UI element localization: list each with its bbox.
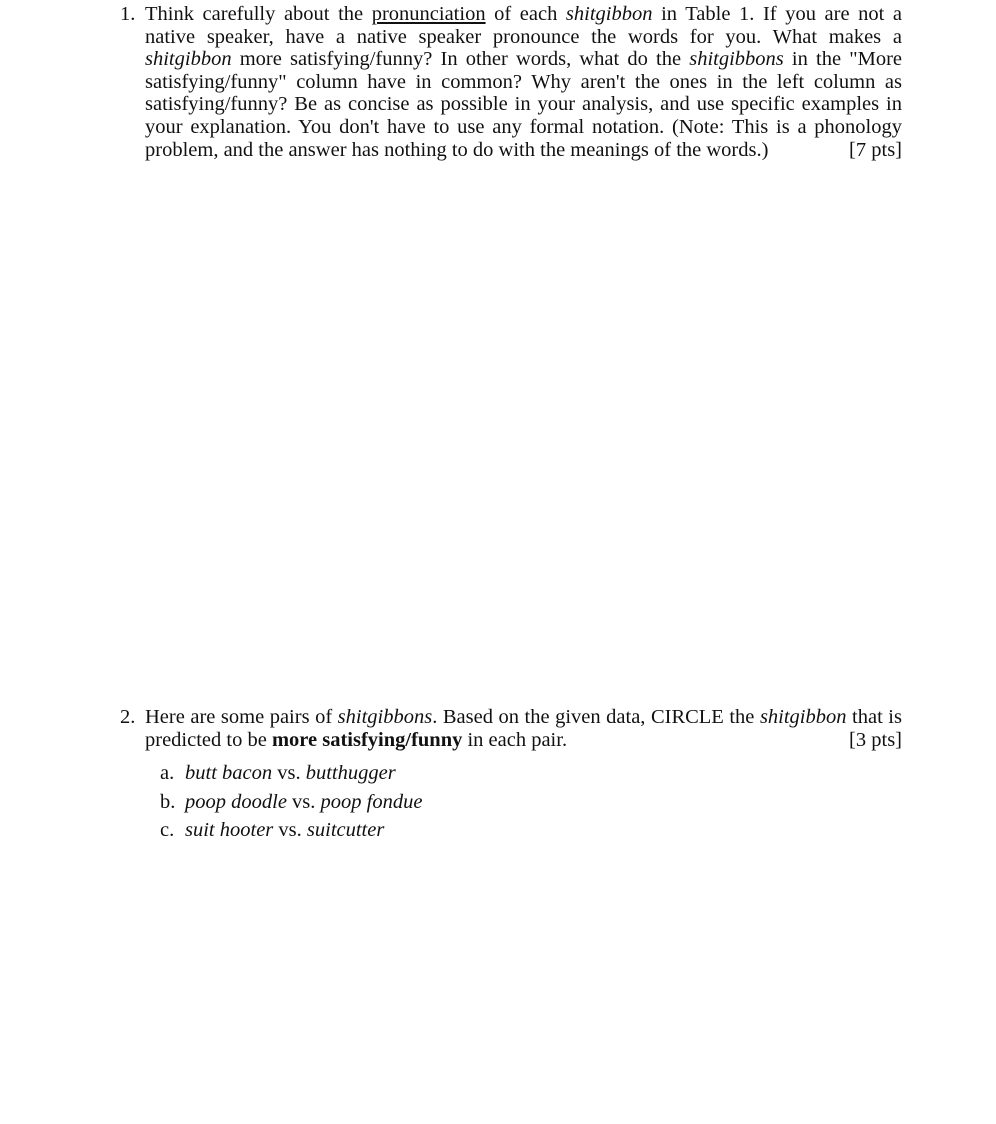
q1-text-part: Think carefully about the	[145, 3, 372, 25]
pair-item-b	[160, 791, 422, 820]
pair-option-left[interactable]: suit hooter	[185, 819, 274, 842]
q1-text-part: more satisfying/funny? In other words, what do the	[231, 48, 690, 71]
question-2-number: 2.	[120, 706, 136, 728]
pair-label: a.	[160, 762, 175, 784]
pair-label: b.	[160, 790, 176, 813]
pair-vs: vs.	[277, 762, 301, 784]
q2-italic-term: shitgibbon	[759, 706, 847, 728]
q2-bold-phrase: more satisfying/funny	[271, 728, 463, 751]
q2-italic-term: shitgibbons	[337, 706, 433, 728]
q1-underlined-word: pronunciation	[371, 3, 486, 25]
question-1-text	[145, 3, 902, 161]
pair-option-right[interactable]: suitcutter	[306, 819, 385, 842]
pair-option-left[interactable]: poop doodle	[185, 790, 287, 813]
pair-vs: vs.	[292, 790, 316, 813]
q1-italic-term: shitgibbon	[145, 48, 232, 71]
q1-text-part: in the "More satisfying/funny" column have in common? Why aren't the ones in the left column as satisfying/funny? Be as concise as possible in your analysis, and use specific examples in your explanation. You don't have to use any formal notation. (Note: This is a phonology problem, and the answer has nothing to do with the meanings of the words.)	[145, 48, 902, 161]
question-2-points: [3 pts]	[849, 728, 902, 751]
pair-option-right[interactable]: poop fondue	[320, 790, 423, 813]
pair-item-c	[160, 819, 422, 848]
q2-text-part: in each pair.	[462, 728, 568, 751]
pair-list	[160, 762, 422, 848]
q2-text-part: Here are some pairs of	[145, 706, 338, 728]
pair-vs: vs.	[278, 819, 302, 842]
q1-text-part: of each	[485, 3, 566, 25]
pair-option-left[interactable]: butt bacon	[185, 762, 273, 784]
pair-label: c.	[160, 819, 175, 842]
q1-italic-term: shitgibbon	[565, 3, 653, 25]
q2-text-part: . Based on the given data, CIRCLE the	[432, 706, 760, 728]
question-1-points: [7 pts]	[849, 138, 902, 161]
question-2-text	[145, 706, 902, 751]
pair-option-right[interactable]: butthugger	[305, 762, 396, 784]
q1-text-part: in Table 1. If you are not a native speaker, have a native speaker pronounce the words for you. What makes a	[145, 3, 902, 48]
question-1-number: 1.	[120, 3, 136, 25]
pair-item-a	[160, 762, 422, 791]
question-2	[120, 706, 902, 751]
q1-italic-term: shitgibbons	[689, 48, 784, 71]
question-1	[120, 3, 902, 161]
q2-text-part: that is predicted to be	[145, 706, 902, 751]
